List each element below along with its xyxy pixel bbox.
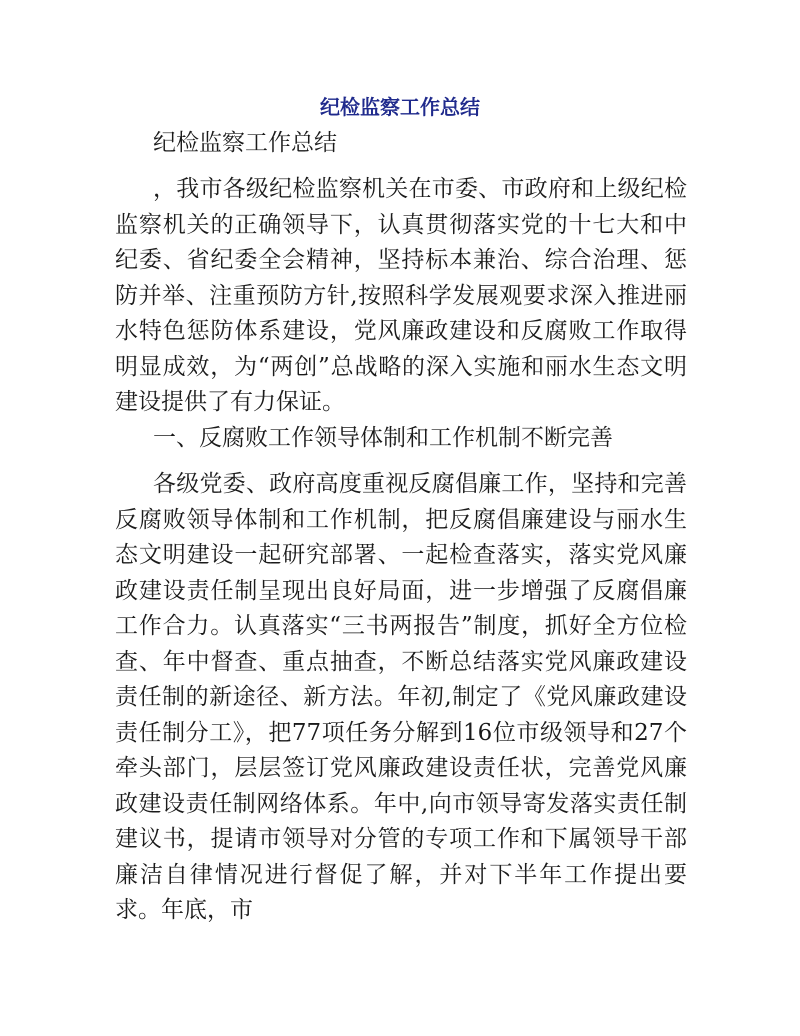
document-subtitle: 纪检监察工作总结 — [153, 130, 337, 156]
document-title: 纪检监察工作总结 — [320, 95, 480, 119]
section-paragraph: 各级党委、政府高度重视反腐倡廉工作，坚持和完善反腐败领导体制和工作机制，把反腐倡廉建设与丽水生态文明建设一起研究部署、一起检查落实，落实党风廉政建设责任制呈现出良好局面，进一步增强了反腐倡廉工作合力。认真落实“三书两报告”制度，抓好全方位检查、年中督查、重点抽查，不断总结落实党风廉政建设责任制的新途径、新方法。年初,制定了《党风廉政建设责任制分工》，把77项任务分解到16位市级领导和27个牵头部门，层层签订党风廉政建设责任状，完善党风廉政建设责任制网络体系。年中,向市领导寄发落实责任制建议书，提请市领导对分管的专项工作和下属领导干部廉洁自律情况进行督促了解，并对下半年工作提出要求。年底，市 — [115, 471, 687, 923]
section-heading: 一、反腐败工作领导体制和工作机制不断完善 — [153, 425, 613, 451]
intro-paragraph: ，我市各级纪检监察机关在市委、市政府和上级纪检监察机关的正确领导下，认真贯彻落实党的十七大和中纪委、省纪委全会精神，坚持标本兼治、综合治理、惩防并举、注重预防方针,按照科学发展观要求深入推进丽水特色惩防体系建设，党风廉政建设和反腐败工作取得明显成效，为“两创”总战略的深入实施和丽水生态文明建设提供了有力保证。 — [115, 176, 687, 415]
